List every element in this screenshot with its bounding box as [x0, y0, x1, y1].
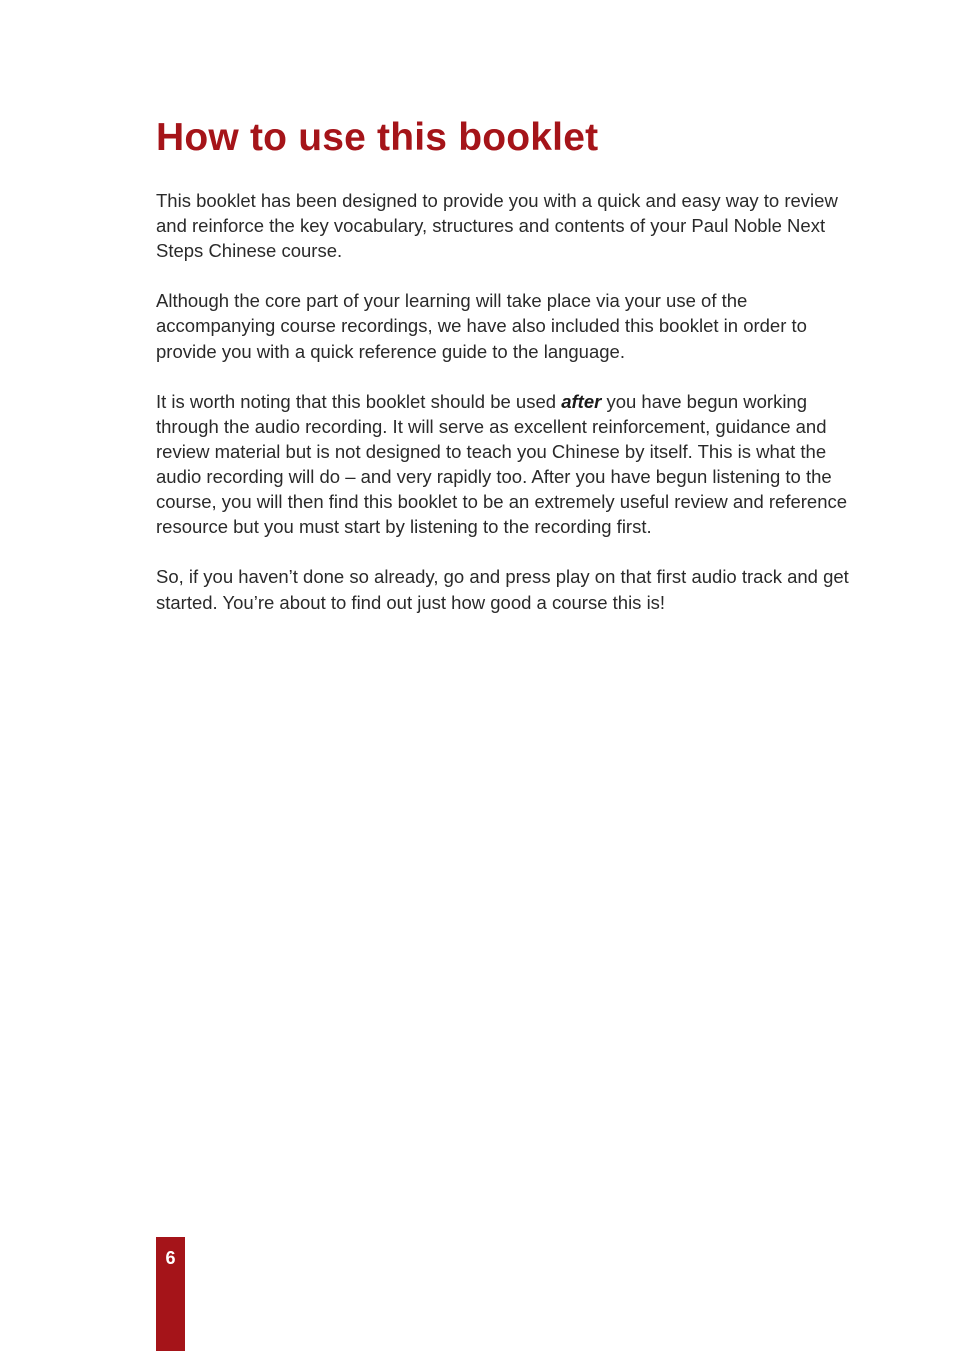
paragraph-usage-note-before: It is worth noting that this booklet should be used [156, 390, 562, 412]
paragraph-get-started: So, if you haven’t done so already, go and press play on that first audio track and get started. You’re about to find out just how good a course this is! [156, 566, 849, 613]
emphasis-after: after [561, 390, 602, 412]
paragraph-usage-note-after: you have begun working through the audio recording. It will serve as excellent reinforcement, guidance and review material but is not designed to teach you Chinese by itself. This is what the audio recording will do – and very rapidly too. After you have begun listening to the course, you will then find this booklet to be an extremely useful review and reference resource but you must start by listening to the recording first. [156, 390, 848, 538]
paragraph-usage-note [156, 389, 861, 540]
body-text [156, 188, 861, 640]
paragraph-intro: This booklet has been designed to provide you with a quick and easy way to review and reinforce the key vocabulary, structures and contents of your Paul Noble Next Steps Chinese course. [156, 190, 838, 262]
page-title: How to use this booklet [156, 116, 599, 159]
paragraph-recordings: Although the core part of your learning will take place via your use of the accompanying course recordings, we have also included this booklet in order to provide you with a quick reference guide to the language. [156, 290, 807, 362]
page-number: 6 [165, 1248, 176, 1268]
page-number-tab [156, 1237, 185, 1351]
